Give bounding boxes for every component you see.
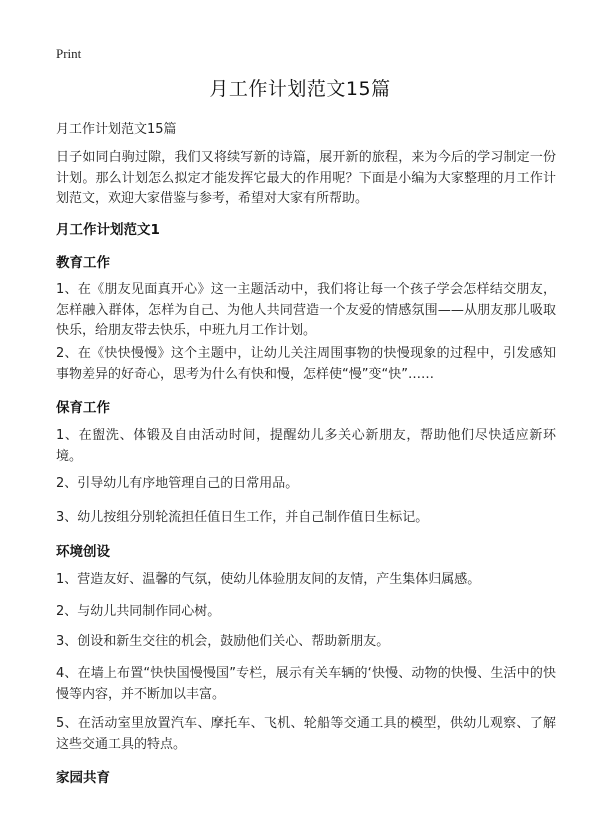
education-item-1: 1、在《朋友见面真开心》这一主题活动中，我们将让每一个孩子学会怎样结交朋友，怎样融入群体，怎样为自己、为他人共同营造一个友爱的情感氛围——从朋友那儿吸取快乐，给朋友带去快乐，中班九月工作计划。: [56, 282, 556, 338]
environment-item-5: 5、在活动室里放置汽车、摩托车、飞机、轮船等交通工具的模型，供幼儿观察、了解这些交通工具的特点。: [56, 716, 556, 752]
environment-item-3: 3、创设和新生交往的机会，鼓励他们关心、帮助新朋友。: [56, 634, 390, 649]
section-title: 月工作计划范文1: [56, 222, 160, 238]
environment-item-1: 1、营造友好、温馨的气氛，使幼儿体验朋友间的友情，产生集体归属感。: [56, 572, 481, 587]
care-item-3: 3、幼儿按组分别轮流担任值日生工作，并自己制作值日生标记。: [56, 510, 429, 525]
care-item-2: 2、引导幼儿有序地管理自己的日常用品。: [56, 476, 299, 491]
heading-home-school: 家园共育: [56, 770, 110, 786]
intro-paragraph: 日子如同白驹过隙，我们又将续写新的诗篇，展开新的旅程，来为今后的学习制定一份计划。那么计划怎么拟定才能发挥它最大的作用呢？下面是小编为大家整理的月工作计划范文，欢迎大家借鉴与参考，希望对大家有所帮助。: [56, 150, 556, 206]
environment-item-4: 4、在墙上布置“快快国慢慢国”专栏，展示有关车辆的‘快慢、动物的快慢、生活中的快慢等内容，并不断加以丰富。: [56, 666, 556, 702]
heading-environment: 环境创设: [56, 544, 110, 560]
page-title: 月工作计划范文15篇: [209, 78, 391, 100]
education-item-2: 2、在《快快慢慢》这个主题中，让幼儿关注周围事物的快慢现象的过程中，引发感知事物差异的好奇心，思考为什么有快和慢，怎样使“慢”变“快”……: [56, 346, 556, 382]
print-label[interactable]: Print: [56, 46, 82, 61]
heading-education: 教育工作: [56, 255, 110, 271]
care-item-1: 1、在盥洗、体锻及自由活动时间，提醒幼儿多关心新朋友，帮助他们尽快适应新环境。: [56, 428, 556, 464]
environment-item-2: 2、与幼儿共同制作同心树。: [56, 604, 221, 619]
document-subtitle: 月工作计划范文15篇: [56, 122, 177, 137]
heading-care: 保育工作: [56, 400, 110, 416]
